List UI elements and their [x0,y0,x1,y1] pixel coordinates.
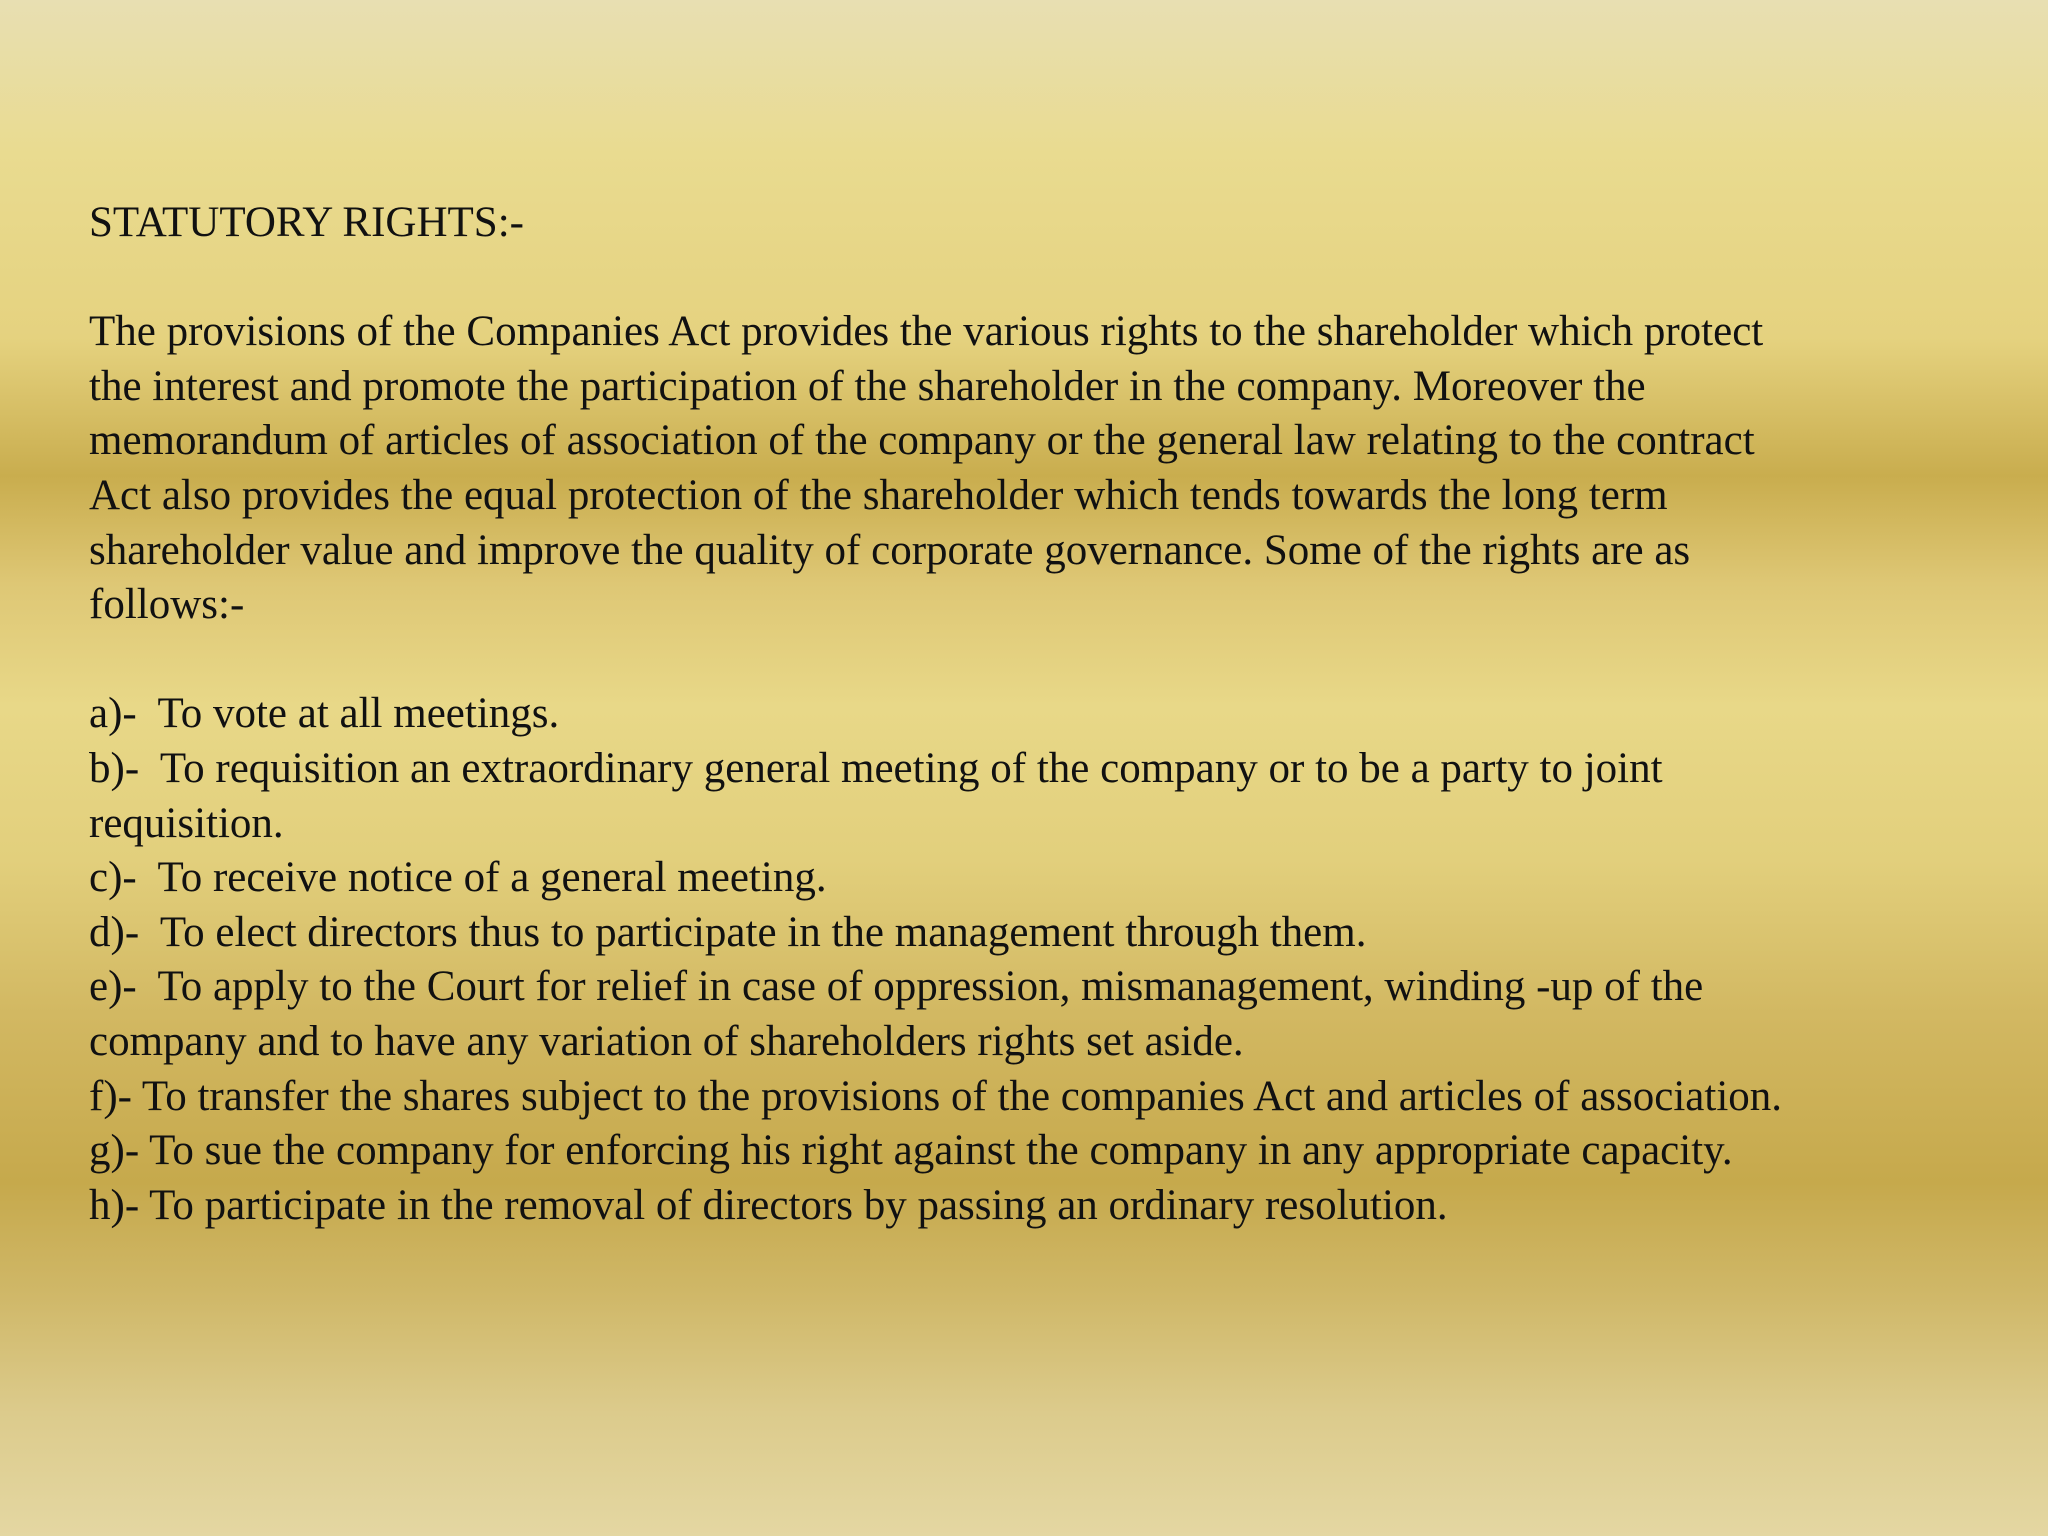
intro-line: shareholder value and improve the quality of corporate governance. Some of the rights are as [89,526,1691,574]
list-item: h)- To participate in the removal of directors by passing an ordinary resolution. [89,1181,1448,1229]
spacer [89,251,1989,306]
list-item-continuation: company and to have any variation of shareholders rights set aside. [89,1017,1244,1065]
intro-line: follows:- [89,581,245,629]
slide-heading: STATUTORY RIGHTS:- [89,199,524,246]
spacer [89,633,1989,688]
slide-content [89,196,1989,1233]
intro-line: the interest and promote the participation of the shareholder in the company. Moreover the [89,362,1646,410]
list-item: g)- To sue the company for enforcing his right against the company in any appropriate capacity. [89,1127,1733,1175]
intro-paragraph [89,305,1989,633]
rights-list [89,687,1989,1233]
list-item: c)- To receive notice of a general meeting. [89,854,827,902]
intro-line: The provisions of the Companies Act provides the various rights to the shareholder which protect [89,308,1764,356]
list-item-continuation: requisition. [89,799,284,847]
list-item: a)- To vote at all meetings. [89,690,560,738]
intro-line: memorandum of articles of association of the company or the general law relating to the contract [89,417,1755,465]
list-item: e)- To apply to the Court for relief in case of oppression, mismanagement, winding -up of the [89,963,1704,1011]
list-item: f)- To transfer the shares subject to the provisions of the companies Act and articles of association. [89,1072,1783,1120]
list-item: b)- To requisition an extraordinary general meeting of the company or to be a party to joint [89,744,1663,792]
list-item: d)- To elect directors thus to participate in the management through them. [89,908,1367,956]
intro-line: Act also provides the equal protection of the shareholder which tends towards the long term [89,471,1668,519]
